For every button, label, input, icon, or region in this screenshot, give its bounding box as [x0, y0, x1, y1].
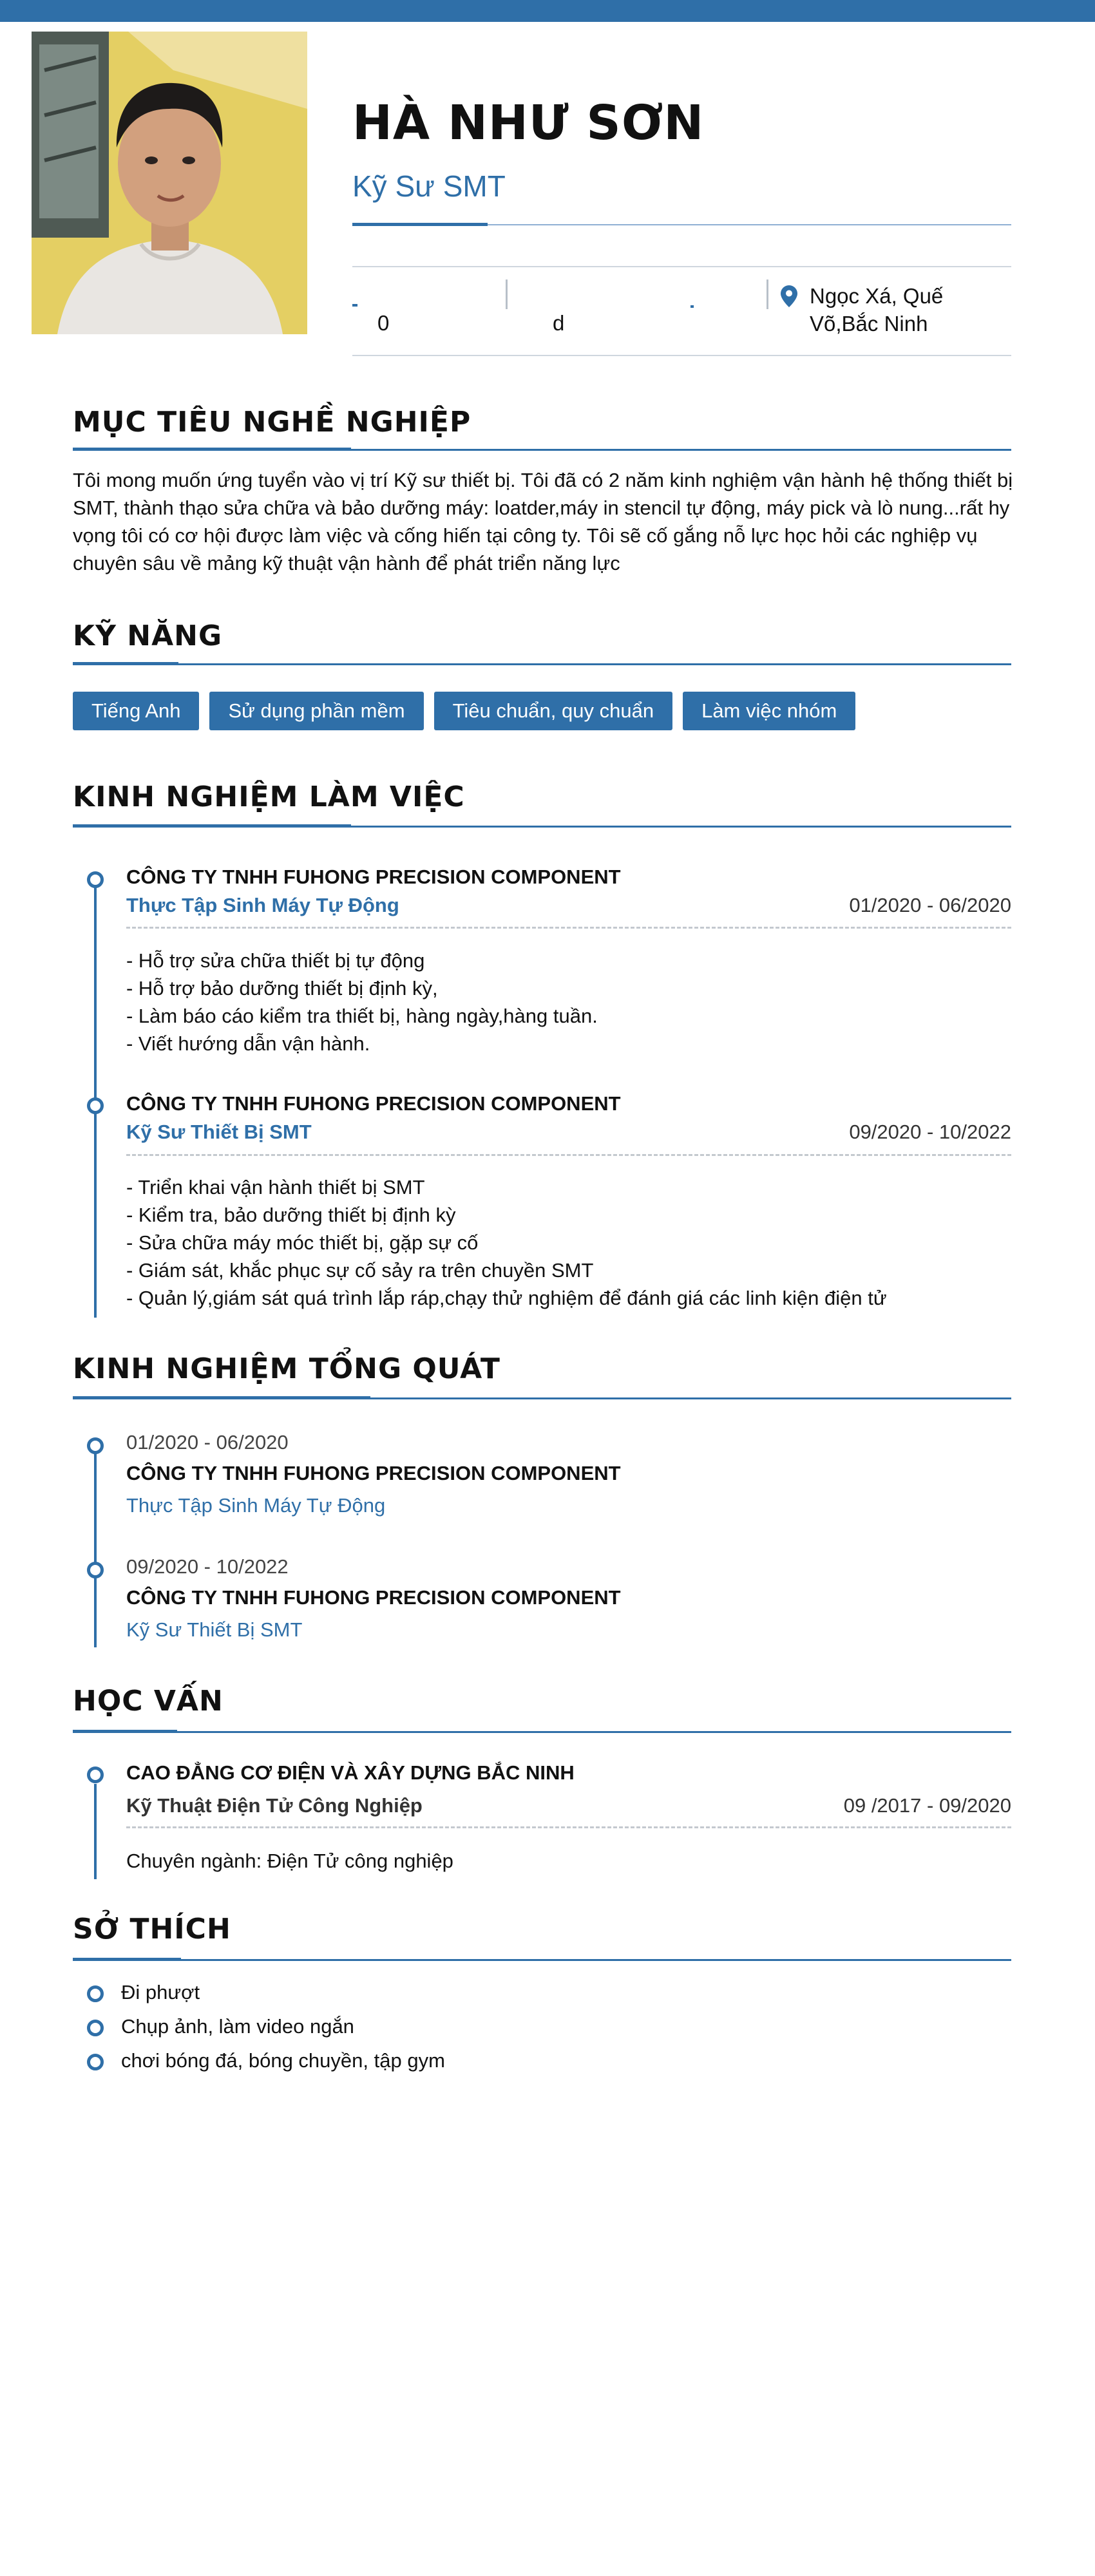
contact-separator [506, 279, 508, 309]
profile-photo [32, 32, 307, 334]
duty-item: - Làm báo cáo kiểm tra thiết bị, hàng ngày,hàng tuần. [126, 1005, 598, 1027]
timeline-line [94, 1452, 97, 1647]
skill-tag: Sử dụng phần mềm [209, 692, 423, 730]
section-rule [73, 1959, 1011, 1961]
section-title-education: HỌC VẤN [73, 1685, 224, 1718]
section-rule-accent [73, 1730, 177, 1733]
experience-duties [126, 1173, 1009, 1316]
experience-period: 01/2020 - 06/2020 [849, 894, 1011, 916]
title-divider-accent [352, 223, 488, 226]
education-description: Chuyên ngành: Điện Tử công nghiệp [126, 1850, 453, 1872]
top-accent-bar [0, 0, 1095, 22]
phone-value: 0 [377, 311, 390, 335]
hobby-bullet [87, 1985, 104, 2002]
experience-company: CÔNG TY TNHH FUHONG PRECISION COMPONENT [126, 866, 621, 888]
experience-duties [126, 947, 1009, 1057]
experience-period: 09/2020 - 10/2022 [849, 1121, 1011, 1143]
section-title-general-experience: KINH NGHIỆM TỔNG QUÁT [73, 1352, 500, 1385]
duty-item: - Kiểm tra, bảo dưỡng thiết bị định kỳ [126, 1204, 456, 1226]
contact-divider-bottom [352, 355, 1011, 356]
skill-tag: Làm việc nhóm [683, 692, 855, 730]
experience-role: Thực Tập Sinh Máy Tự Động [126, 894, 399, 916]
email-value: d [553, 311, 565, 335]
general-period: 09/2020 - 10/2022 [126, 1555, 289, 1578]
contact-separator [766, 279, 768, 309]
section-title-experience: KINH NGHIỆM LÀM VIỆC [73, 781, 465, 813]
hobby-bullet [87, 2054, 104, 2070]
timeline-dot [87, 1562, 104, 1578]
hobby-item: Chụp ảnh, làm video ngắn [121, 2015, 354, 2038]
section-title-hobbies: SỞ THÍCH [73, 1913, 231, 1946]
skill-tag: Tiếng Anh [73, 692, 199, 730]
timeline-dot [87, 1766, 104, 1783]
dashed-divider [126, 1826, 1011, 1828]
general-role: Thực Tập Sinh Máy Tự Động [126, 1494, 386, 1517]
section-rule-accent [73, 662, 178, 665]
address-value: Ngọc Xá, Quế Võ,Bắc Ninh [810, 284, 944, 336]
duty-item: - Giám sát, khắc phục sự cố sảy ra trên chuyền SMT [126, 1259, 594, 1282]
section-rule-accent [73, 824, 351, 828]
website-icon [690, 305, 694, 308]
skill-tags [73, 692, 855, 730]
timeline-line [94, 1784, 97, 1879]
contact-divider-top [352, 266, 1011, 267]
timeline-dot [87, 1437, 104, 1454]
duty-item: - Sửa chữa máy móc thiết bị, gặp sự cố [126, 1231, 479, 1254]
education-major: Kỹ Thuật Điện Tử Công Nghiệp [126, 1794, 423, 1817]
hobby-item: Đi phượt [121, 1981, 200, 2003]
education-school: CAO ĐẲNG CƠ ĐIỆN VÀ XÂY DỰNG BẮC NINH [126, 1761, 575, 1784]
section-rule-accent [73, 448, 351, 451]
timeline-dot [87, 1097, 104, 1114]
skill-tag: Tiêu chuẩn, quy chuẩn [434, 692, 673, 730]
general-company: CÔNG TY TNHH FUHONG PRECISION COMPONENT [126, 1462, 621, 1484]
duty-item: - Quản lý,giám sát quá trình lắp ráp,chạy thử nghiệm để đánh giá các linh kiện điện tử [126, 1287, 887, 1309]
phone-icon [352, 304, 357, 307]
timeline-dot [87, 871, 104, 888]
duty-item: - Hỗ trợ sửa chữa thiết bị tự động [126, 949, 425, 972]
objective-text: Tôi mong muốn ứng tuyển vào vị trí Kỹ sư thiết bị. Tôi đã có 2 năm kinh nghiệm vận hành hệ thống thiết bị SMT, thành thạo sửa chữa và bảo dưỡng máy: loatder,máy in stencil tự động, máy pick và lò nung...rất hy vọng tôi có cơ hội được làm việc và cống hiến tại công ty. Tôi sẽ cố gắng nỗ lực học hỏi các nghiệp vụ chuyên sâu về mảng kỹ thuật vận hành để phát triển năng lực [73, 469, 1013, 574]
dashed-divider [126, 1154, 1011, 1156]
section-rule [73, 1731, 1011, 1733]
section-title-objective: MỤC TIÊU NGHỀ NGHIỆP [73, 406, 471, 439]
general-period: 01/2020 - 06/2020 [126, 1431, 289, 1454]
candidate-name: HÀ NHƯ SƠN [352, 95, 705, 151]
education-period: 09 /2017 - 09/2020 [843, 1794, 1011, 1817]
section-rule-accent [73, 1396, 370, 1399]
candidate-title: Kỹ Sư SMT [352, 169, 506, 203]
section-rule [73, 663, 1011, 665]
experience-role: Kỹ Sư Thiết Bị SMT [126, 1121, 312, 1143]
map-pin-icon [781, 285, 797, 307]
dashed-divider [126, 927, 1011, 929]
section-title-skills: KỸ NĂNG [73, 620, 223, 652]
general-company: CÔNG TY TNHH FUHONG PRECISION COMPONENT [126, 1586, 621, 1609]
hobby-bullet [87, 2020, 104, 2036]
section-rule-accent [73, 1958, 181, 1961]
experience-company: CÔNG TY TNHH FUHONG PRECISION COMPONENT [126, 1092, 621, 1115]
duty-item: - Viết hướng dẫn vận hành. [126, 1032, 370, 1055]
duty-item: - Triển khai vận hành thiết bị SMT [126, 1176, 425, 1198]
duty-item: - Hỗ trợ bảo dưỡng thiết bị định kỳ, [126, 977, 438, 999]
hobby-item: chơi bóng đá, bóng chuyền, tập gym [121, 2049, 445, 2072]
general-role: Kỹ Sư Thiết Bị SMT [126, 1618, 303, 1641]
